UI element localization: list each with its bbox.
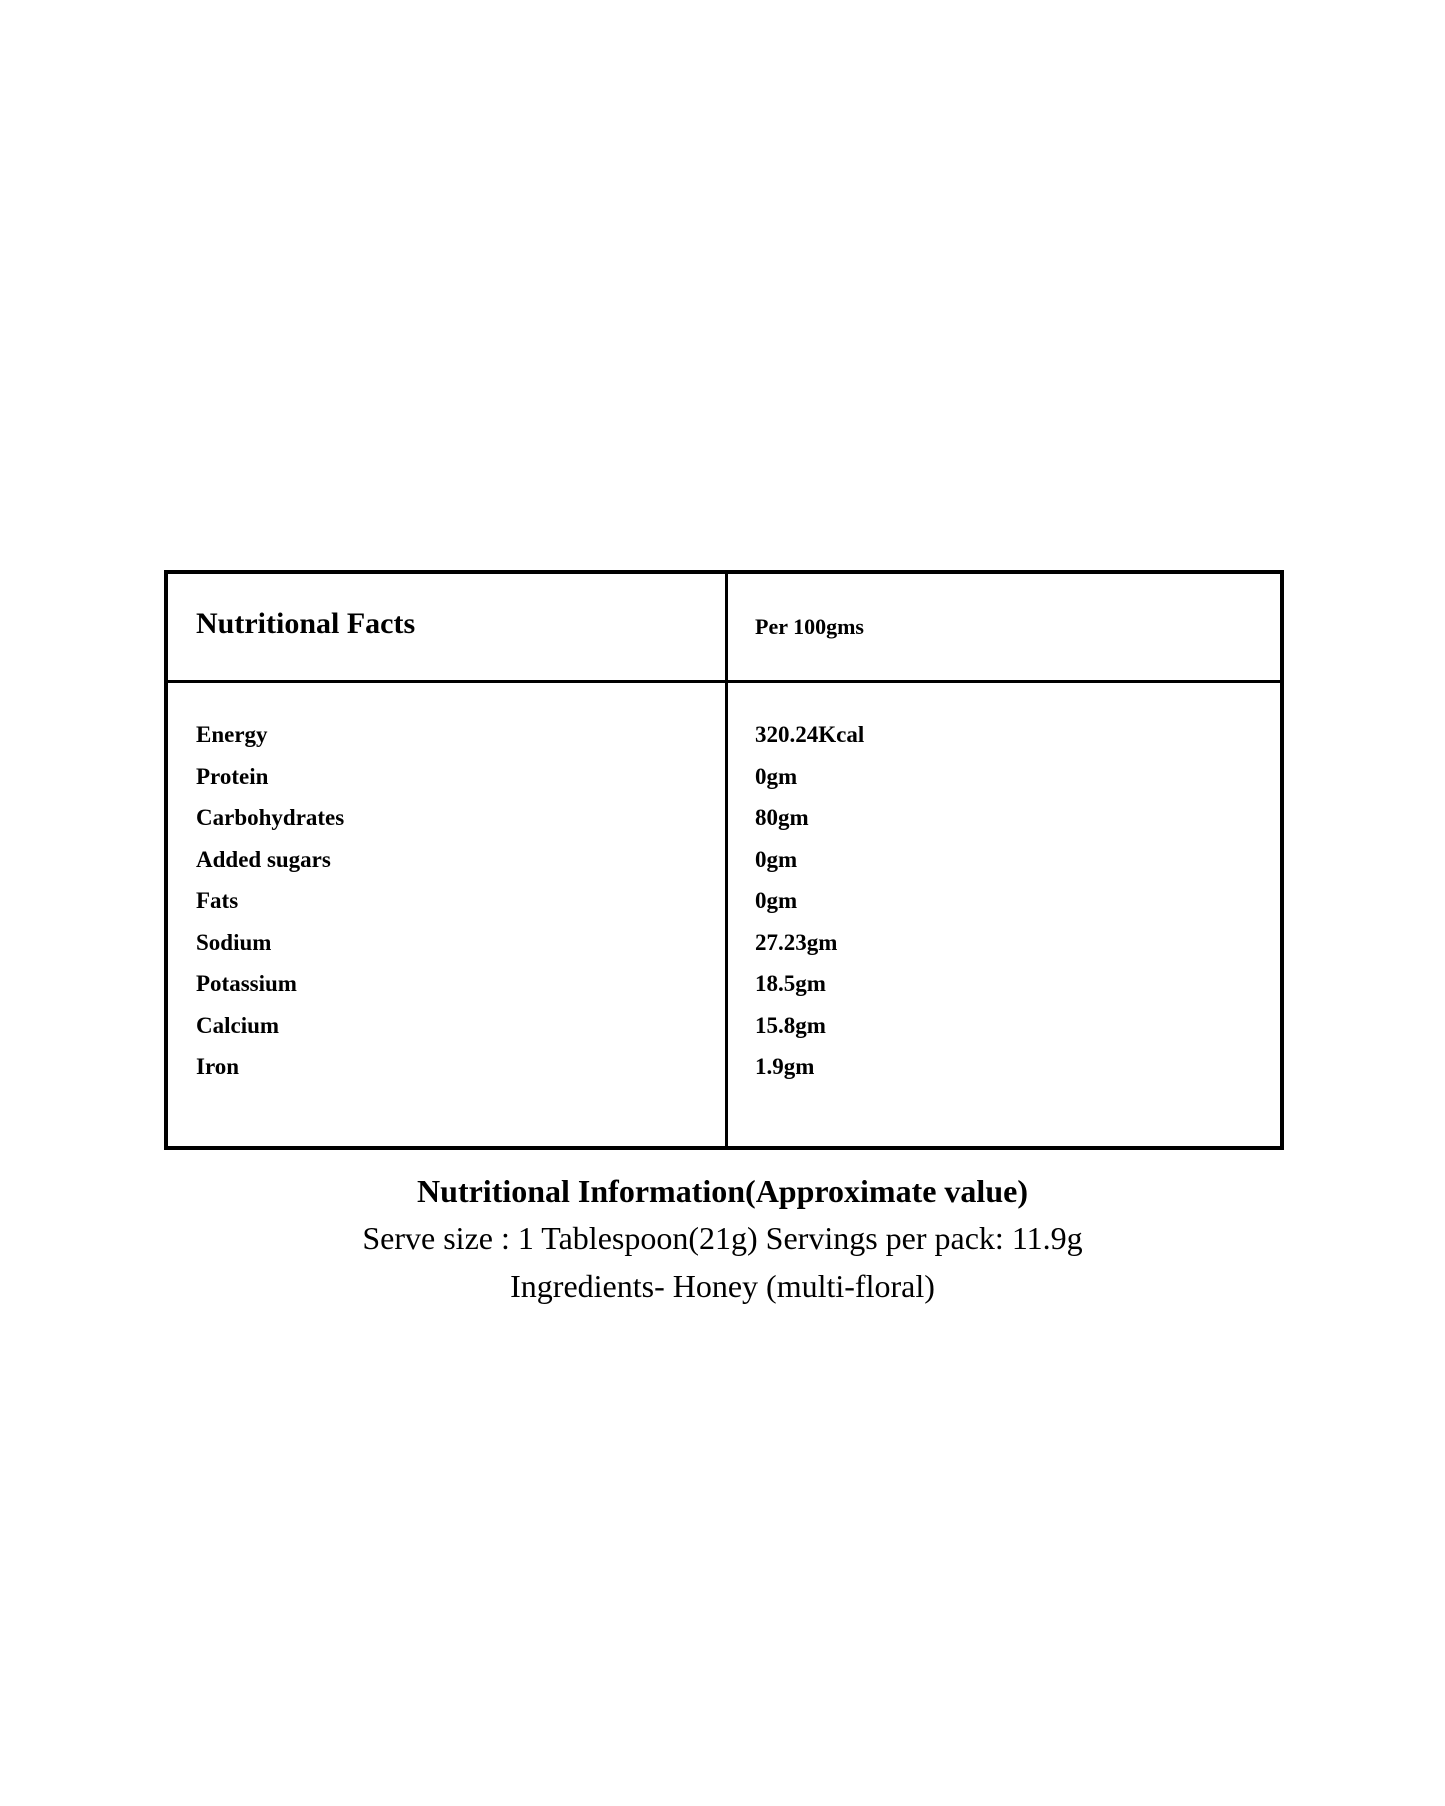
nutrient-value: 0gm [755,888,798,913]
nutrient-name: Calcium [196,1012,280,1038]
table-header-nutrients: Nutritional Facts [196,607,416,640]
table-header-per-100g: Per 100gms [755,614,864,639]
nutrient-name: Carbohydrates [196,805,345,830]
nutrient-value: 320.24Kcal [755,722,865,747]
nutrient-value: 18.5gm [755,971,826,996]
nutrition-footer [0,1168,1445,1310]
ingredients-text: Ingredients- Honey (multi-floral) [510,1268,935,1304]
table-column-divider [725,574,728,1146]
nutrient-value: 1.9gm [755,1054,815,1079]
nutrient-value: 27.23gm [755,929,838,955]
nutrient-name-column [196,714,344,1088]
serve-size-text: Serve size : 1 Tablespoon(21g) Servings per pack: 11.9g [362,1220,1083,1256]
nutrition-facts-table [164,570,1284,1150]
nutrient-name: Protein [196,763,269,789]
nutrient-name: Energy [196,722,268,747]
nutrient-name: Iron [196,1054,240,1079]
table-header-divider [168,680,1280,683]
nutrient-name: Sodium [196,929,272,955]
nutrient-value: 15.8gm [755,1012,826,1038]
nutrient-value: 80gm [755,805,809,830]
nutrient-name: Fats [196,888,239,913]
nutrient-value: 0gm [755,763,798,789]
nutrient-name: Added sugars [196,846,331,872]
nutrient-value: 0gm [755,846,798,872]
nutrient-name: Potassium [196,971,297,996]
nutritional-information-title: Nutritional Information(Approximate value) [417,1173,1028,1209]
nutrient-value-column [755,714,864,1088]
